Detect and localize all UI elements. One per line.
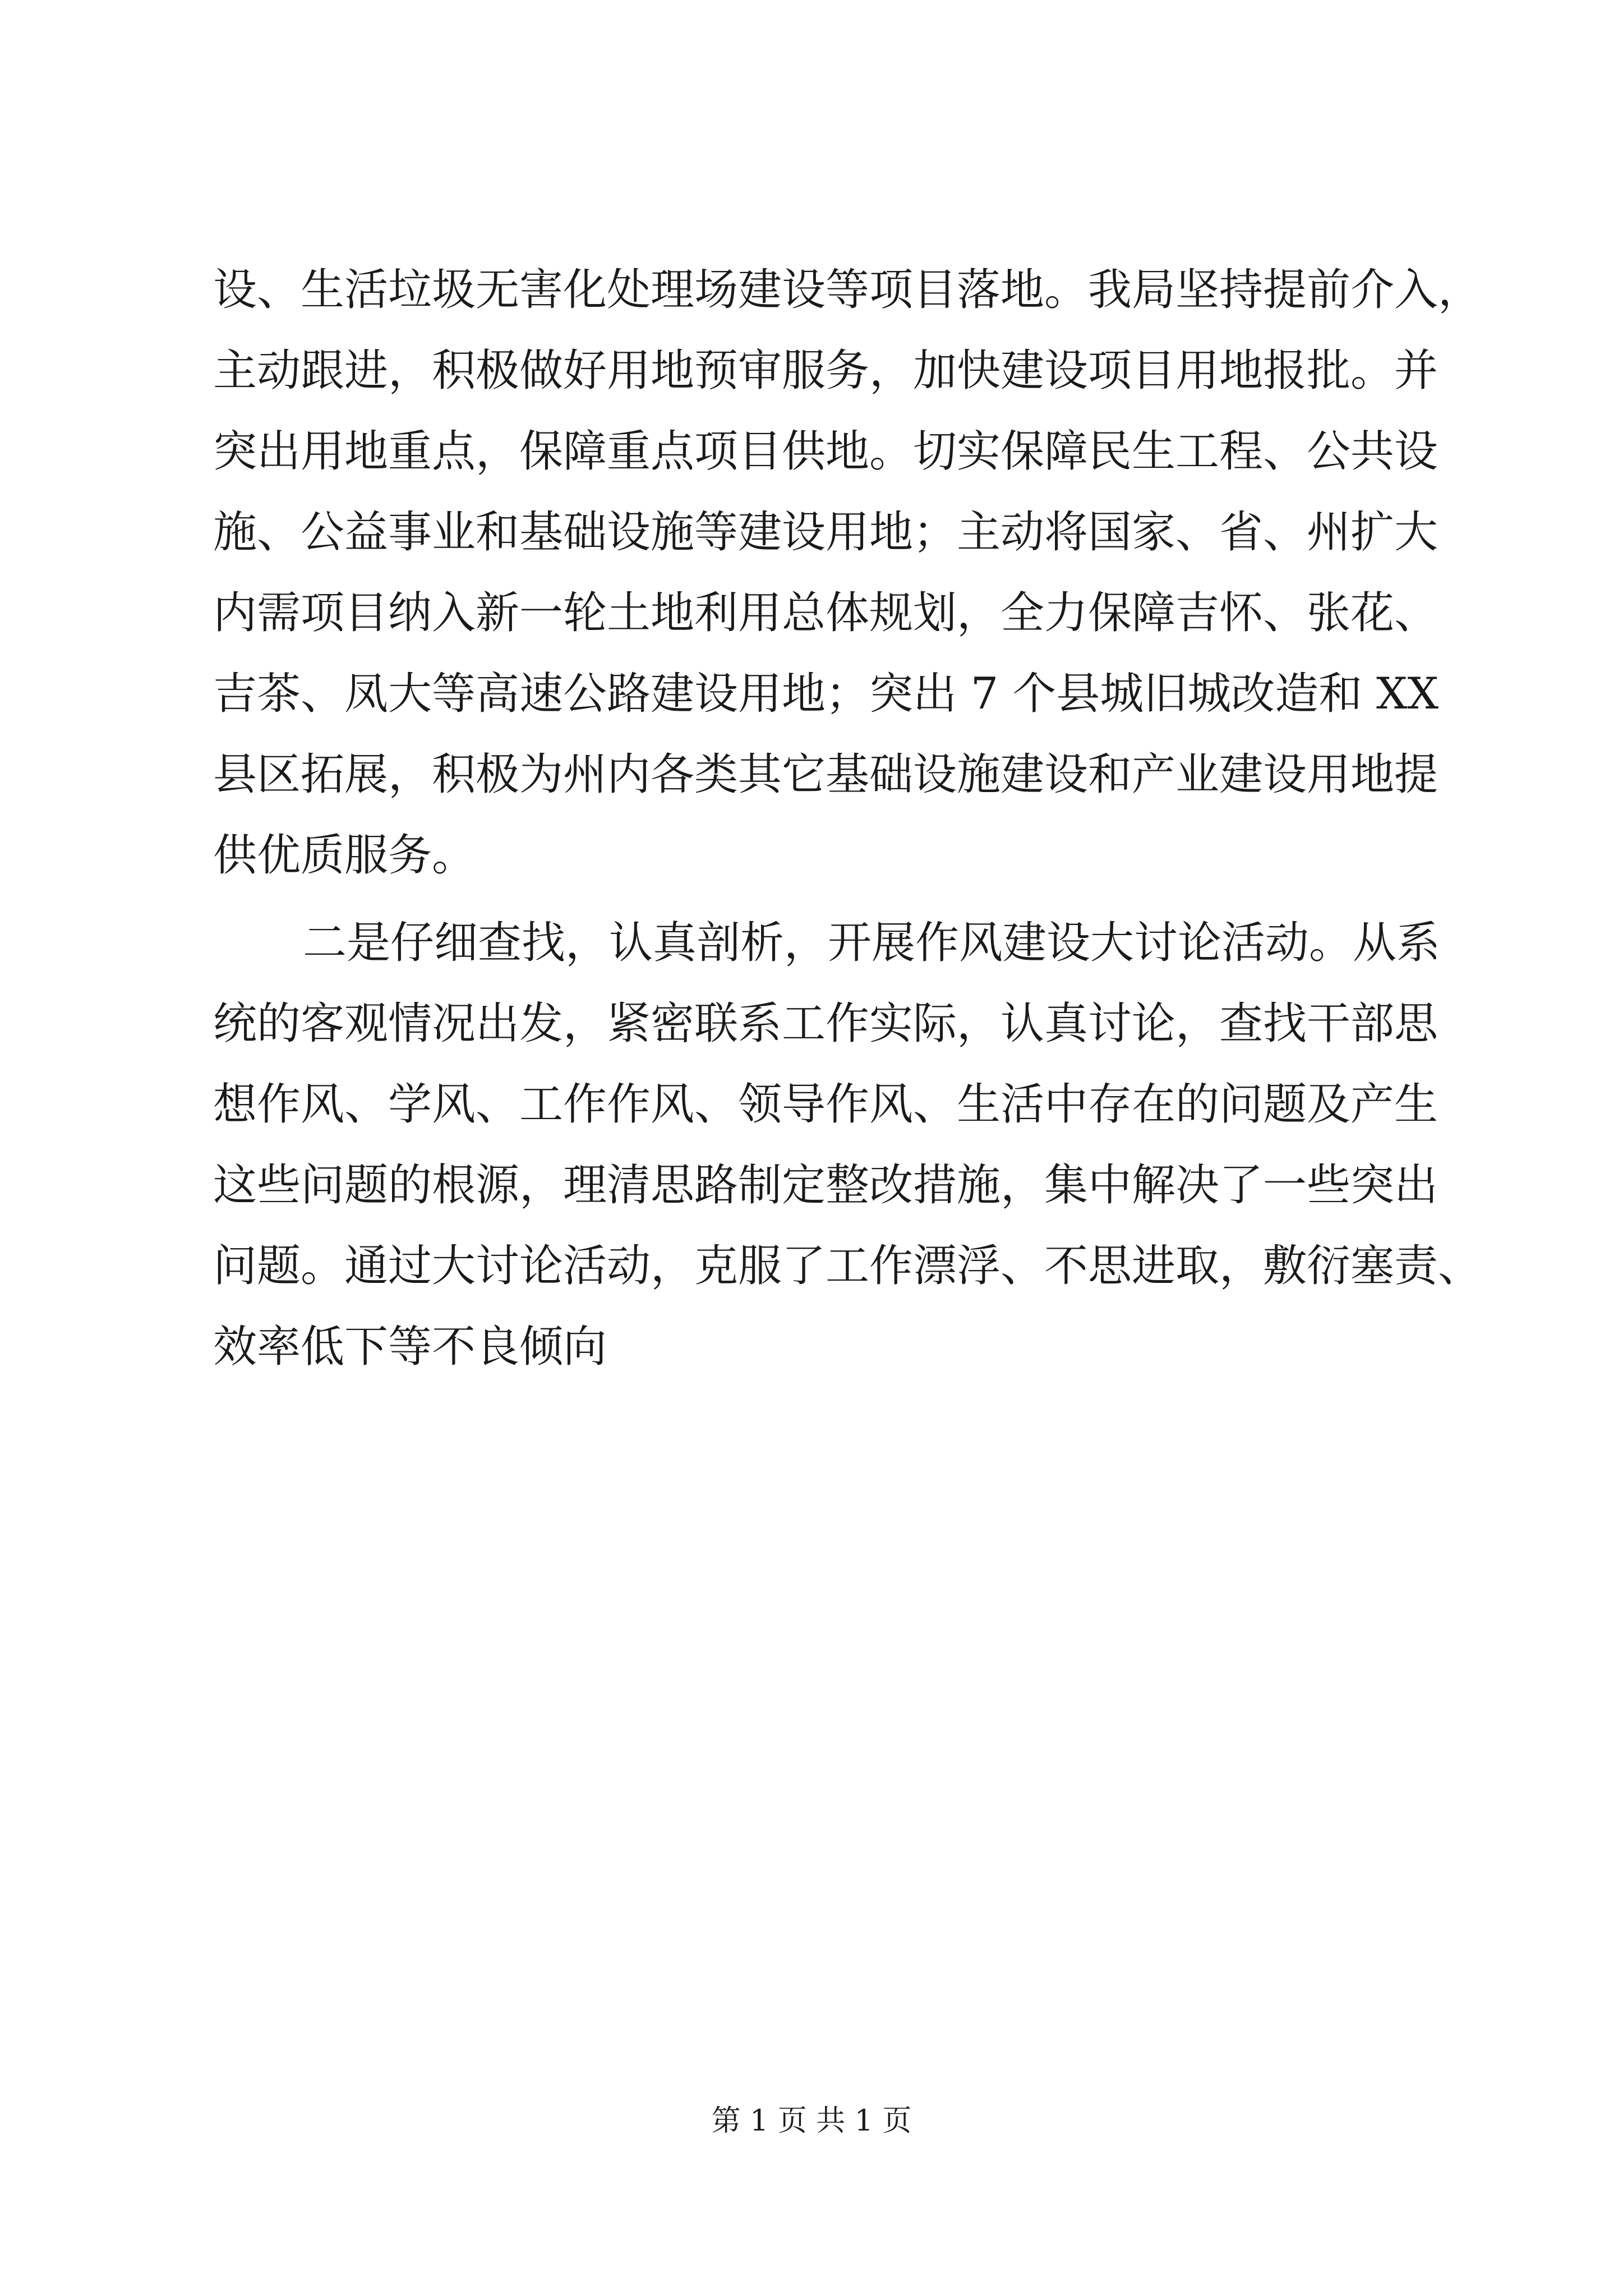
- paragraph-1-line-7: 县区拓展，积极为州内各类其它基础设施建设和产业建设用地提: [213, 749, 1438, 800]
- paragraph-2-line-3: 想作风、学风、工作作风、领导作风、生活中存在的问题及产生: [213, 1079, 1438, 1130]
- paragraph-1-line-4: 施、公益事业和基础设施等建设用地；主动将国家、省、州扩大: [213, 507, 1438, 558]
- paragraph-2-line-4: 这些问题的根源，理清思路制定整改措施，集中解决了一些突出: [213, 1160, 1438, 1211]
- paragraph-1-line-1: 设、生活垃圾无害化处理场建设等项目落地。我局坚持提前介入，: [213, 265, 1482, 315]
- paragraph-1-line-5: 内需项目纳入新一轮土地利用总体规划，全力保障吉怀、张花、: [213, 588, 1438, 638]
- paragraph-2-line-2: 统的客观情况出发，紧密联系工作实际，认真讨论，查找干部思: [213, 999, 1438, 1049]
- paragraph-1-line-8: 供优质服务。: [213, 830, 476, 881]
- page-number-footer: 第 1 页 共 1 页: [711, 2104, 912, 2138]
- paragraph-1-line-2: 主动跟进，积极做好用地预审服务，加快建设项目用地报批。并: [213, 346, 1438, 396]
- paragraph-2-line-1: 二是仔细查找，认真剖析，开展作风建设大讨论活动。从系: [303, 918, 1441, 968]
- paragraph-1-line-6: 吉茶、凤大等高速公路建设用地；突出 7 个县城旧城改造和 XX: [213, 669, 1439, 719]
- paragraph-2-line-5: 问题。通过大讨论活动，克服了工作漂浮、不思进取，敷衍塞责、: [213, 1241, 1482, 1291]
- paragraph-1-line-3: 突出用地重点，保障重点项目供地。切实保障民生工程、公共设: [213, 426, 1438, 477]
- paragraph-2-line-6: 效率低下等不良倾向: [213, 1322, 607, 1372]
